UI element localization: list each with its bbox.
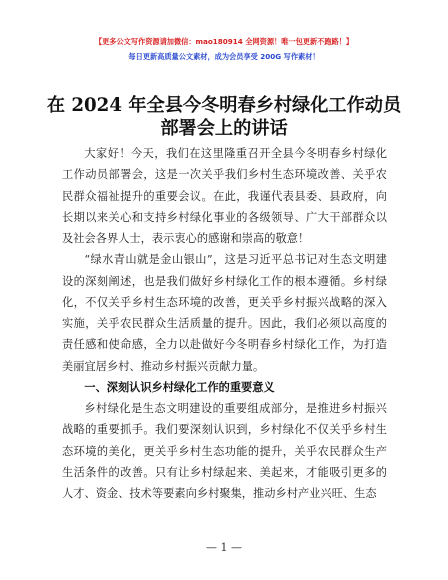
paragraph-quote: “绿水青山就是金山银山”，这是习近平总书记对生态文明建设的深刻阐述，也是我们做好乡村绿化工作的根本遵循。乡村绿化，不仅关乎乡村生态环境的改善，更关乎乡村振兴战略的深入实施，关乎农民群众生活质量的提升。因此，我们必须以高度的责任感和使命感，全力以赴做好今冬明春乡村绿化工作，为打造美丽宜居乡村、推动乡村振兴贡献力量。	[62, 253, 387, 373]
document-title: 在 2024 年全县今冬明春乡村绿化工作动员部署会上的讲话	[46, 95, 402, 139]
paragraph-section-1: 乡村绿化是生态文明建设的重要组成部分，是推进乡村振兴战略的重要抓手。我们要深刻认识到，乡村绿化不仅关乎乡村生态环境的美化，更关乎乡村生态功能的提升，关乎农民群众生产生活条件的改善。只有让乡村绿起来、美起来，才能吸引更多的人才、资金、技术等要素向乡村聚集，推动乡村产业兴旺、生态	[62, 402, 387, 500]
promo-banner-line-1: 【更多公文写作资源请加微信：mao180914 全网资源！唯一包更新不跑路！】	[94, 37, 354, 46]
page-number: — 1 —	[206, 541, 242, 554]
paragraph-greeting: 大家好！今天，我们在这里隆重召开全县今冬明春乡村绿化工作动员部署会，这是一次关乎我们乡村生态环境改善、关乎农民群众福祉提升的重要会议。在此，我谨代表县委、县政府，向长期以来关心和支持乡村绿化事业的各级领导、广大干部群众以及社会各界人士，表示衷心的感谢和崇高的敬意！	[62, 147, 387, 245]
section-heading: 一、深刻认识乡村绿化工作的重要意义	[84, 380, 275, 394]
promo-banner-line-2: 每日更新高质量公文素材，成为会员享受 200G 写作素材！	[128, 52, 320, 61]
document-body	[62, 143, 387, 504]
